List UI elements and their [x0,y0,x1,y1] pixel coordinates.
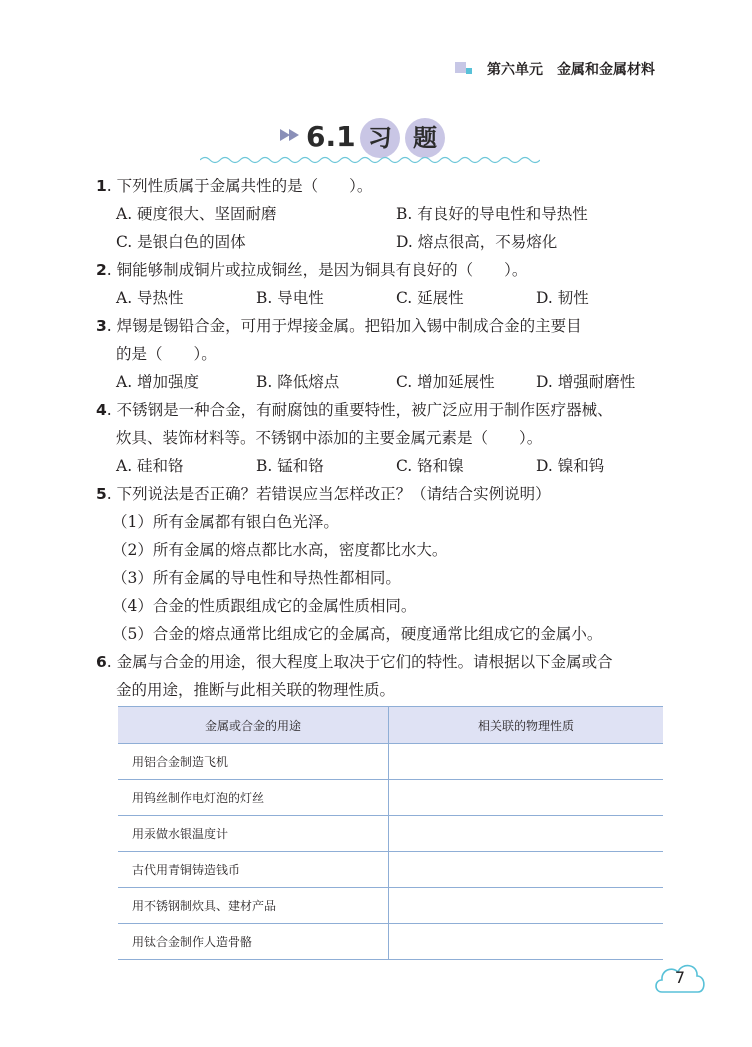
option-c: C. 增加延展性 [396,373,495,391]
answer-cell[interactable] [389,924,664,960]
answer-cell[interactable] [389,888,664,924]
option-b: B. 导电性 [256,289,324,307]
answer-cell[interactable] [389,744,664,780]
usage-cell: 古代用青铜铸造钱币 [118,852,389,888]
question-1-stem: 1. 下列性质属于金属共性的是（ ）。 [96,177,373,195]
title-char-2: 题 [405,118,445,158]
question-2-options [96,284,676,312]
option-c: C. 铬和镍 [396,457,464,475]
option-d: D. 增强耐磨性 [536,373,636,391]
question-5-item: （2）所有金属的熔点都比水高，密度都比水大。 [112,541,448,559]
question-6-stem: 6. 金属与合金的用途，很大程度上取决于它们的特性。请根据以下金属或合 [96,653,613,671]
table-row [118,852,663,888]
question-2-stem: 2. 铜能够制成铜片或拉成铜丝，是因为铜具有良好的（ ）。 [96,261,528,279]
question-3-stem: 3. 焊锡是锡铅合金，可用于焊接金属。把铅加入锡中制成合金的主要目 [96,317,582,335]
option-a: A. 硬度很大、坚固耐磨 [116,205,277,223]
table-row [118,780,663,816]
option-a: A. 硅和铬 [116,457,184,475]
question-4-options [96,452,676,480]
question-1-options-row2 [96,228,676,256]
question-5-item: （1）所有金属都有银白色光泽。 [112,513,339,531]
option-d: D. 韧性 [536,289,589,307]
option-c: C. 是银白色的固体 [116,233,246,251]
usage-cell: 用钨丝制作电灯泡的灯丝 [118,780,389,816]
title-wave-decoration [200,154,540,166]
question-number: 2 [96,261,107,279]
table-header-property: 相关联的物理性质 [389,707,664,744]
answer-cell[interactable] [389,816,664,852]
question-6-stem-cont: 金的用途，推断与此相关联的物理性质。 [116,681,396,699]
option-b: B. 锰和铬 [256,457,324,475]
question-1-options-row1 [96,200,676,228]
option-d: D. 熔点很高，不易熔化 [396,233,558,251]
option-b: B. 有良好的导电性和导热性 [396,205,588,223]
question-3-stem-cont: 的是（ ）。 [116,345,217,363]
page-number-badge [652,958,708,998]
double-arrow-icon [280,128,302,142]
usage-cell: 用汞做水银温度计 [118,816,389,852]
answer-cell[interactable] [389,852,664,888]
option-a: A. 导热性 [116,289,184,307]
header-squares-icon [455,62,477,76]
question-number: 3 [96,317,107,335]
page-number: 7 [674,968,686,987]
table-row [118,816,663,852]
title-char-1: 习 [360,118,400,158]
header-chapter: 金属和金属材料 [557,62,655,78]
usage-cell: 用铝合金制造飞机 [118,744,389,780]
option-b: B. 降低熔点 [256,373,340,391]
question-5-stem: 5. 下列说法是否正确？若错误应当怎样改正？（请结合实例说明） [96,485,551,503]
question-number: 5 [96,485,107,503]
question-4-stem-cont: 炊具、装饰材料等。不锈钢中添加的主要金属元素是（ ）。 [116,429,543,447]
question-number: 6 [96,653,107,671]
question-5-item: （4）合金的性质跟组成它的金属性质相同。 [112,597,417,615]
answer-cell[interactable] [389,780,664,816]
question-number: 1 [96,177,107,195]
usage-cell: 用不锈钢制炊具、建材产品 [118,888,389,924]
table-header-row [118,707,663,744]
properties-table [118,706,663,960]
exercise-content [96,172,676,704]
option-d: D. 镍和钨 [536,457,605,475]
question-5-item: （5）合金的熔点通常比组成它的金属高，硬度通常比组成它的金属小。 [112,625,603,643]
question-number: 4 [96,401,107,419]
option-a: A. 增加强度 [116,373,200,391]
section-number: 6.1 [306,120,356,153]
table-row [118,888,663,924]
page-header [455,58,692,80]
question-4-stem: 4. 不锈钢是一种合金，有耐腐蚀的重要特性，被广泛应用于制作医疗器械、 [96,401,613,419]
header-unit: 第六单元 [487,62,543,78]
option-c: C. 延展性 [396,289,464,307]
usage-cell: 用钛合金制作人造骨骼 [118,924,389,960]
table-row [118,924,663,960]
question-5-item: （3）所有金属的导电性和导热性都相同。 [112,569,401,587]
table-row [118,744,663,780]
table-header-usage: 金属或合金的用途 [118,707,389,744]
section-title [200,118,540,166]
question-3-options [96,368,676,396]
